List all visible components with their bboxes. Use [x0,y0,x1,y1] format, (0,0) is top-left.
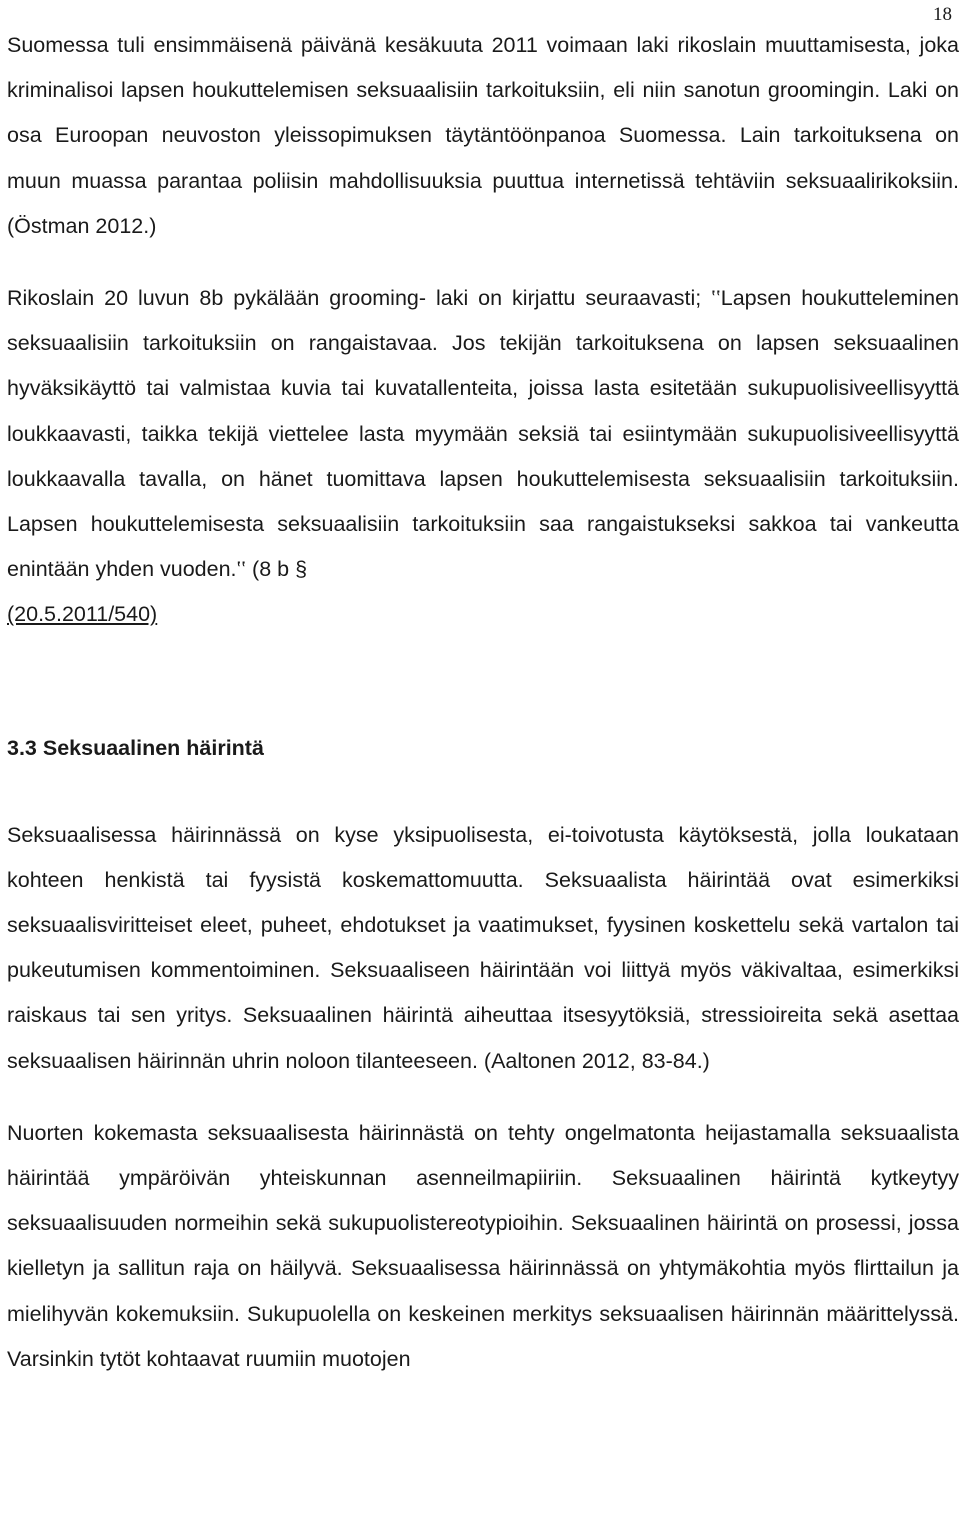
paragraph-criminal-code-quote [7,276,959,638]
quote-text: Rikoslain 20 luvun 8b pykälään grooming- laki on kirjattu seuraavasti; ‛‛Lapsen houkutteleminen seksuaalisiin tarkoituksiin on rangaistavaa. Jos tekijän tarkoituksena on lapsen seksuaalinen hyväksikäyttö tai valmistaa kuvia tai kuvatallenteita, joissa lasta esitetään sukupuolisiveellisyyttä loukkaavasti, taikka tekijä viettelee lasta myymään seksiä tai esiintymään sukupuolisiveellisyyttä loukkaavalla tavalla, on hänet tuomittava lapsen houkuttelemisesta seksuaalisiin tarkoituksiin. Lapsen houkuttelemisesta seksuaalisiin tarkoituksiin saa rangaistukseksi sakkoa tai vankeutta enintään yhden vuoden.‛‛ (8 b § [7,286,959,582]
heading-spacer [7,771,959,813]
paragraph-spacer [7,1084,959,1111]
paragraph-harassment-definition: Seksuaalisessa häirinnässä on kyse yksipuolisesta, ei-toivotusta käytöksestä, jolla loukataan kohteen henkistä tai fyysistä koskemattomuutta. Seksuaalista häirintää ovat esimerkiksi seksuaalisviritteiset eleet, puheet, ehdotukset ja vaatimukset, fyysinen koskettelu sekä vartalon tai pukeutumisen kommentoiminen. Seksuaaliseen häirintään voi liittyä myös väkivaltaa, esimerkiksi raiskaus tai sen yritys. Seksuaalinen häirintä aiheuttaa itsesyytöksiä, stressioireita sekä asettaa seksuaalisen häirinnän uhrin noloon tilanteeseen. (Aaltonen 2012, 83-84.) [7,822,959,1073]
statute-reference-link[interactable]: (20.5.2011/540) [7,602,158,627]
page-number: 18 [933,4,952,25]
document-body [7,23,959,1382]
section-heading: 3.3 Seksuaalinen häirintä [7,735,264,760]
paragraph-spacer [7,249,959,276]
section-spacer [7,638,959,726]
paragraph-youth-harassment: Nuorten kokemasta seksuaalisesta häirinnästä on tehty ongelmatonta heijastamalla seksuaalista häirintää ympäröivän yhteiskunnan asenneilmapiiriin. Seksuaalinen häirintä kytkeytyy seksuaalisuuden normeihin sekä sukupuolistereotypioihin. Seksuaalinen häirintä on prosessi, jossa kielletyn ja sallitun raja on häilyvä. Seksuaalisessa häirinnässä on yhtymäkohtia myös flirttailun ja mielihyvän kokemuksiin. Sukupuolella on keskeinen merkitys seksuaalisen häirinnän määrittelyssä. Varsinkin tytöt kohtaavat ruumiin muotojen [7,1120,959,1371]
paragraph-grooming-law-intro: Suomessa tuli ensimmäisenä päivänä kesäkuuta 2011 voimaan laki rikoslain muuttamisesta, joka kriminalisoi lapsen houkuttelemisen seksuaalisiin tarkoituksiin, eli niin sanotun groomingin. Laki on osa Euroopan neuvoston yleissopimuksen täytäntöönpanoa Suomessa. Lain tarkoituksena on muun muassa parantaa poliisin mahdollisuuksia puuttua internetissä tehtäviin seksuaalirikoksiin. (Östman 2012.) [7,33,959,238]
